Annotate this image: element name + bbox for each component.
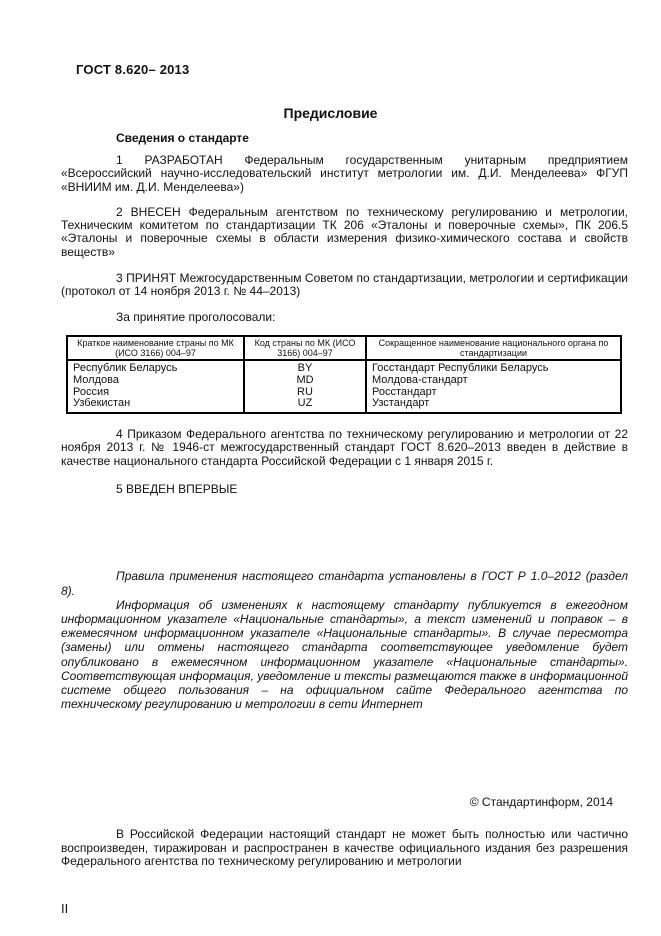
vote-intro-text: За принятие проголосовали: bbox=[116, 309, 276, 324]
voting-countries-table bbox=[66, 335, 622, 414]
cell-body: Молдова-стандарт bbox=[366, 375, 621, 387]
cell-country: Узбекистан bbox=[67, 398, 244, 413]
table-row bbox=[67, 360, 621, 375]
cell-body: Госстандарт Республики Беларусь bbox=[366, 360, 621, 375]
copyright-notice: © Стандартинформ, 2014 bbox=[469, 795, 613, 810]
cell-country: Молдова bbox=[67, 375, 244, 387]
table-row bbox=[67, 387, 621, 399]
clause-adopted: 3 ПРИНЯТ Межгосударственным Советом по стандартизации, метрологии и сертификации (протокол от 14 ноября 2013 г. № 44–2013) bbox=[61, 271, 628, 299]
cell-body: Росстандарт bbox=[366, 387, 621, 399]
cell-code: MD bbox=[244, 375, 366, 387]
table-row bbox=[67, 398, 621, 413]
clause-enacted: 4 Приказом Федерального агентства по техническому регулированию и метрологии от 22 ноября 2013 г. № 1946-ст межгосударственный стандарт ГОСТ 8.620–2013 введен в действие в качестве национального стандарта Российской Федерации с 1 января 2015 г. bbox=[61, 427, 628, 468]
page-number: II bbox=[61, 901, 69, 917]
table-row bbox=[67, 375, 621, 387]
clause-developed: 1 РАЗРАБОТАН Федеральным государственным унитарным предприятием «Всероссийский научно-исследовательский институт метрологии им. Д.И. Менделеева» ФГУП «ВНИИМ им. Д.И. Менделеева») bbox=[61, 153, 628, 194]
cell-country: Республик Беларусь bbox=[67, 360, 244, 375]
application-rules-paragraph: Информация об изменениях к настоящему стандарту публикуется в ежегодном информационном указателе «Национальные стандарты», а текст изменений и поправок – в ежемесячном информационном указателе «Национальные стандарты». В случае пересмотра (замены) или отмены настоящего стандарта соответствующее уведомление будет опубликовано в ежемесячном информационном указателе «Национальные стандарты». Соответствующая информация, уведомление и тексты размещаются также в информационной системе общего пользования – на официальном сайте Федерального агентства по техническому регулированию и метрологии в сети Интернет bbox=[61, 597, 628, 712]
clause-first-introduced: 5 ВВЕДЕН ВПЕРВЫЕ bbox=[116, 482, 238, 497]
reproduction-notice: В Российской Федерации настоящий стандарт не может быть полностью или частично воспроизведен, тиражирован и распространен в качестве официального издания без разрешения Федерального агентства по техническому регулированию и метрологии bbox=[61, 827, 628, 868]
header-country-name: Краткое наименование страны по МК (ИСО 3166) 004–97 bbox=[67, 336, 244, 360]
cell-country: Россия bbox=[67, 387, 244, 399]
header-national-body: Сокращенное наименование национального органа по стандартизации bbox=[366, 336, 621, 360]
standard-info-heading: Сведения о стандарте bbox=[116, 131, 249, 145]
header-country-code: Код страны по МК (ИСО 3166) 004–97 bbox=[244, 336, 366, 360]
cell-code: BY bbox=[244, 360, 366, 375]
cell-code: RU bbox=[244, 387, 366, 399]
cell-code: UZ bbox=[244, 398, 366, 413]
table-header-row bbox=[67, 336, 621, 360]
page-title: Предисловие bbox=[283, 105, 378, 121]
cell-body: Узстандарт bbox=[366, 398, 621, 413]
standard-code: ГОСТ 8.620– 2013 bbox=[76, 62, 190, 77]
application-rules-line: Правила применения настоящего стандарта установлены в ГОСТ Р 1.0–2012 (раздел 8). bbox=[61, 569, 628, 598]
clause-submitted: 2 ВНЕСЕН Федеральным агентством по техническому регулированию и метрологии, Техническим комитетом по стандартизации ТК 206 «Эталоны и поверочные схемы», ПК 206.5 «Эталоны и поверочные схемы в области измерения физико-химического состава и свойств веществ» bbox=[61, 204, 628, 259]
